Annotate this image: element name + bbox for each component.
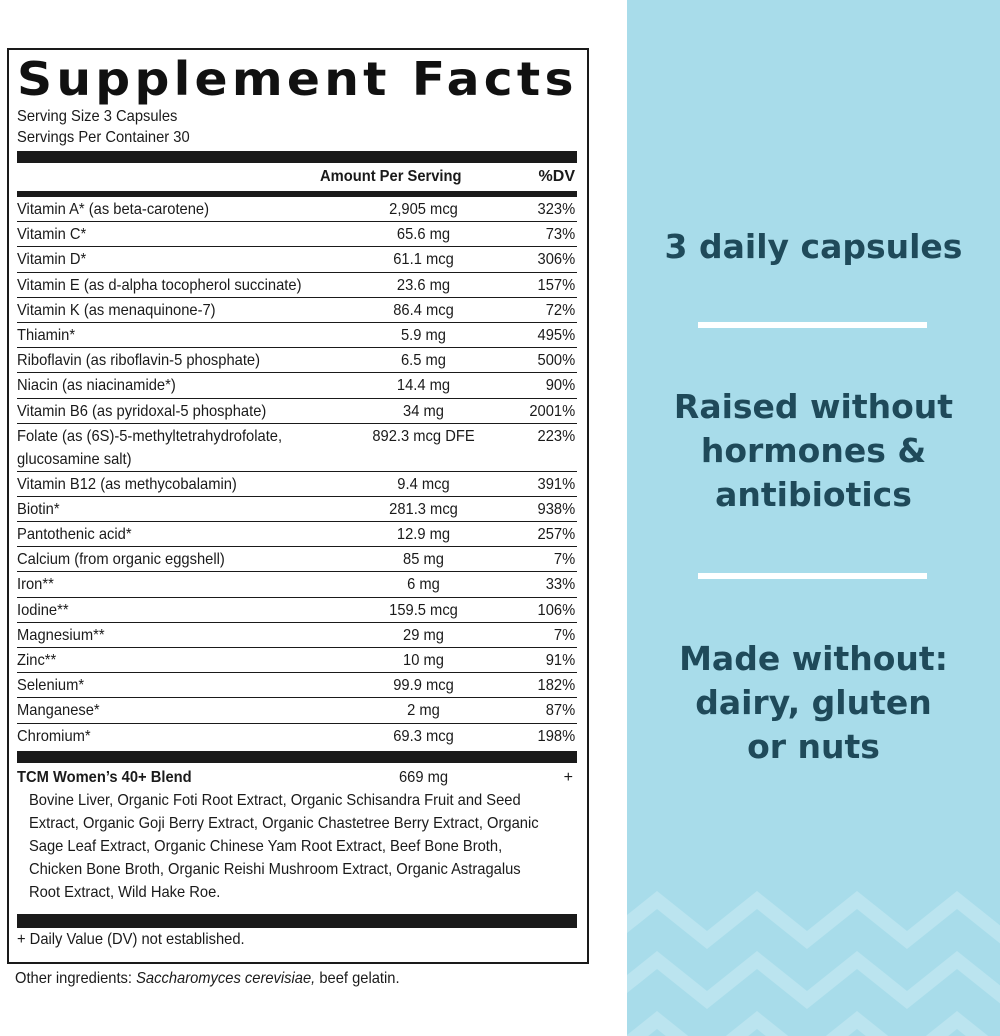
other-ingredients-suffix: beef gelatin.	[315, 970, 400, 987]
claim-divider-2	[698, 573, 927, 579]
nutrient-dv: 257%	[537, 526, 576, 544]
nutrient-dv: 223%	[537, 427, 576, 445]
claim-made-without: Made without: dairy, gluten or nuts	[679, 639, 948, 766]
nutrient-amount: 6.5 mg	[400, 352, 446, 370]
nutrient-amount: 5.9 mg	[400, 326, 446, 344]
nutrient-name: Calcium (from organic eggshell)	[17, 551, 225, 569]
nutrient-dv: 500%	[537, 352, 576, 370]
nutrient-row	[17, 373, 577, 398]
thick-divider	[17, 151, 577, 163]
nutrient-row	[17, 323, 577, 348]
nutrient-name: Niacin (as niacinamide*)	[17, 377, 176, 395]
nutrient-amount: 6 mg	[407, 576, 440, 594]
nutrient-name: Vitamin C*	[17, 226, 87, 244]
nutrient-row	[17, 298, 577, 323]
nutrient-row	[17, 623, 577, 648]
nutrient-row	[17, 547, 577, 572]
nutrient-dv: 87%	[545, 702, 576, 720]
column-header-row	[17, 163, 577, 191]
nutrient-row	[17, 348, 577, 373]
nutrient-dv: 391%	[537, 475, 576, 493]
nutrient-dv: 198%	[537, 727, 576, 745]
dv-header: %DV	[538, 168, 575, 185]
nutrient-row	[17, 222, 577, 247]
other-ingredients-italic: Saccharomyces cerevisiae,	[136, 970, 316, 987]
nutrient-row	[17, 424, 577, 472]
nutrient-amount: 14.4 mg	[396, 377, 451, 395]
nutrient-name: Folate (as (6S)-5-methyltetrahydrofolate, glucosamine salt)	[17, 427, 283, 468]
claim-daily-capsules: 3 daily capsules	[664, 227, 963, 266]
nutrient-dv: 90%	[545, 377, 576, 395]
nutrient-dv: 157%	[537, 276, 576, 294]
nutrient-amount: 99.9 mcg	[393, 677, 454, 695]
supplement-facts-label	[7, 48, 589, 964]
blend-dv: +	[563, 768, 573, 786]
nutrient-row	[17, 472, 577, 497]
nutrient-name: Chromium*	[17, 727, 91, 745]
blend-ingredients: Bovine Liver, Organic Foti Root Extract, Organic Schisandra Fruit and Seed Extract, Organic Goji Berry Extract, Organic Chastetree Berry Extract, Organic Sage Leaf Extract, Organic Chinese Yam Root Extract, Beef Bone Broth, Chicken Bone Broth, Organic Reishi Mushroom Extract, Organic Astragalus Root Extract, Wild Hake Roe.	[28, 791, 539, 901]
dv-footnote: + Daily Value (DV) not established.	[17, 930, 245, 948]
nutrient-name: Vitamin B12 (as methycobalamin)	[17, 475, 237, 493]
nutrient-amount: 61.1 mcg	[393, 251, 454, 269]
nutrient-table	[17, 197, 577, 749]
nutrient-amount: 12.9 mg	[396, 526, 451, 544]
nutrient-dv: 72%	[545, 301, 576, 319]
nutrient-dv: 938%	[537, 500, 576, 518]
nutrient-row	[17, 197, 577, 222]
nutrient-row	[17, 497, 577, 522]
nutrient-name: Selenium*	[17, 677, 85, 695]
nutrient-amount: 29 mg	[403, 626, 444, 644]
nutrient-amount: 281.3 mcg	[389, 500, 458, 518]
nutrient-amount: 85 mg	[403, 551, 444, 569]
nutrient-row	[17, 648, 577, 673]
nutrient-name: Vitamin E (as d-alpha tocopherol succinate)	[17, 276, 302, 294]
nutrient-dv: 306%	[537, 251, 576, 269]
chevron-pattern-icon	[627, 880, 1000, 1036]
nutrient-row	[17, 273, 577, 298]
servings-per-container: Servings Per Container 30	[17, 129, 190, 146]
nutrient-name: Vitamin A* (as beta-carotene)	[17, 201, 210, 218]
nutrient-dv: 7%	[553, 626, 576, 644]
nutrient-name: Vitamin K (as menaquinone-7)	[17, 301, 216, 319]
claims-panel	[627, 0, 1000, 1036]
nutrient-amount: 34 mg	[403, 402, 444, 420]
nutrient-amount: 2,905 mcg	[389, 201, 458, 218]
nutrient-dv: 7%	[553, 551, 576, 569]
other-ingredients-prefix: Other ingredients:	[15, 970, 137, 987]
nutrient-row	[17, 724, 577, 749]
nutrient-amount: 159.5 mcg	[389, 601, 458, 619]
claim-divider-1	[698, 322, 927, 328]
nutrient-dv: 33%	[545, 576, 576, 594]
serving-size: Serving Size 3 Capsules	[17, 108, 178, 125]
blend-amount: 669 mg	[398, 768, 449, 786]
bottom-divider	[17, 914, 577, 928]
nutrient-row	[17, 522, 577, 547]
nutrient-dv: 495%	[537, 326, 576, 344]
blend-row	[17, 767, 577, 789]
nutrient-dv: 2001%	[529, 402, 576, 420]
nutrient-dv: 106%	[537, 601, 576, 619]
nutrient-amount: 892.3 mcg DFE	[372, 427, 475, 445]
nutrient-name: Iron**	[17, 576, 54, 594]
blend-divider	[17, 751, 577, 763]
nutrient-name: Thiamin*	[17, 326, 76, 344]
nutrient-row	[17, 673, 577, 698]
nutrient-name: Vitamin D*	[17, 251, 87, 269]
nutrient-amount: 86.4 mcg	[393, 301, 454, 319]
nutrient-name: Pantothenic acid*	[17, 526, 132, 544]
nutrient-name: Zinc**	[17, 652, 57, 669]
nutrient-name: Magnesium**	[17, 626, 105, 644]
nutrient-amount: 10 mg	[403, 652, 444, 669]
other-ingredients	[15, 968, 400, 990]
nutrient-dv: 91%	[545, 652, 576, 669]
nutrient-name: Manganese*	[17, 702, 100, 720]
blend-name: TCM Women’s 40+ Blend	[17, 768, 192, 786]
nutrient-row	[17, 399, 577, 424]
label-title: Supplement Facts	[17, 52, 578, 106]
nutrient-amount: 2 mg	[407, 702, 440, 720]
nutrient-amount: 23.6 mg	[396, 276, 451, 294]
claim-raised-without: Raised without hormones & antibiotics	[673, 387, 954, 514]
nutrient-row	[17, 572, 577, 597]
nutrient-amount: 9.4 mcg	[397, 475, 450, 493]
nutrient-name: Biotin*	[17, 500, 60, 518]
nutrient-name: Iodine**	[17, 601, 69, 619]
nutrient-name: Vitamin B6 (as pyridoxal-5 phosphate)	[17, 402, 267, 420]
nutrient-dv: 323%	[537, 201, 576, 218]
nutrient-name: Riboflavin (as riboflavin-5 phosphate)	[17, 352, 261, 370]
nutrient-amount: 65.6 mg	[396, 226, 451, 244]
nutrient-dv: 182%	[537, 677, 576, 695]
nutrient-row	[17, 598, 577, 623]
nutrient-amount: 69.3 mcg	[393, 727, 454, 745]
nutrient-row	[17, 698, 577, 723]
amount-per-serving-header: Amount Per Serving	[320, 168, 462, 185]
nutrient-row	[17, 247, 577, 272]
nutrient-dv: 73%	[545, 226, 576, 244]
